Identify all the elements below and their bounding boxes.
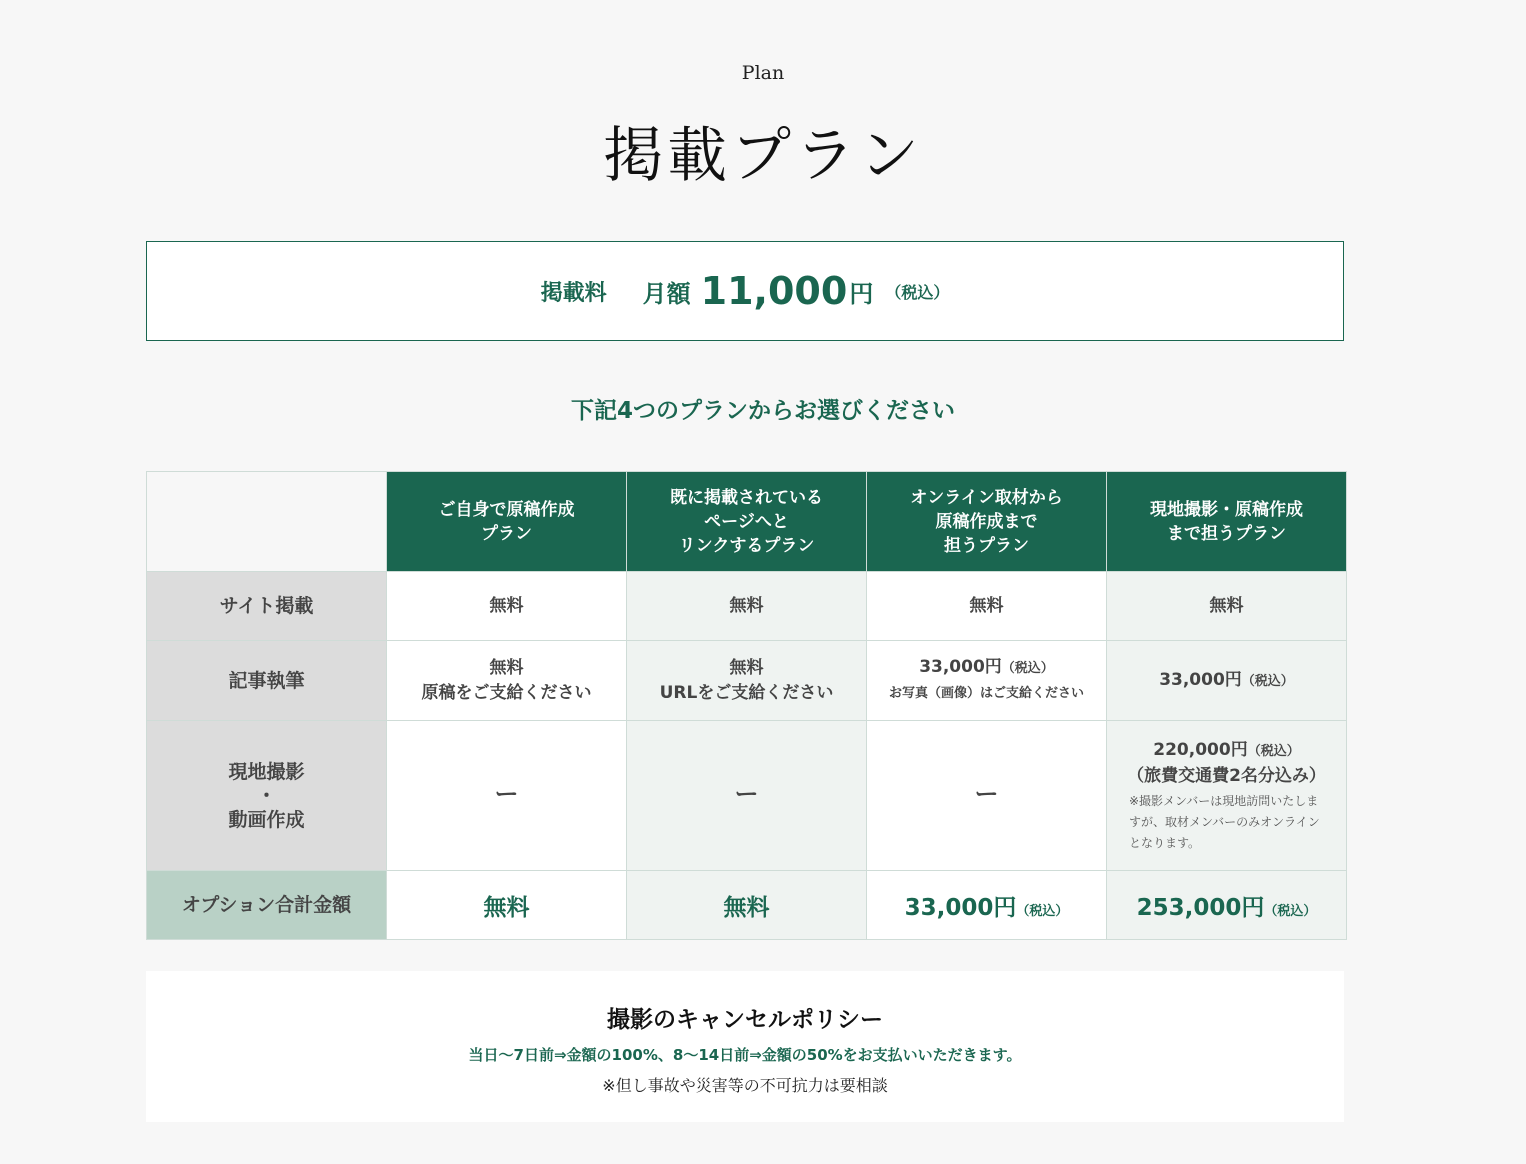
plan-header-line: 原稿作成まで	[935, 511, 1038, 532]
plan-header-line: プラン	[481, 523, 532, 544]
cell-article-2	[627, 641, 867, 721]
plan-header-self	[387, 472, 627, 572]
cancel-policy-box	[146, 971, 1344, 1122]
dash: ー	[734, 779, 759, 808]
price: 253,000円	[1136, 894, 1265, 921]
cell-note: ※撮影メンバーは現地訪問いたしますが、取材メンバーのみオンラインとなります。	[1129, 793, 1320, 850]
cell-article-3	[867, 641, 1107, 721]
fee-label: 掲載料	[540, 280, 607, 306]
cell-sub: （旅費交通費2名分込み）	[1127, 765, 1326, 786]
section-eyebrow: Plan	[741, 62, 785, 84]
cell-site-1: 無料	[387, 572, 627, 641]
page-title: 掲載プラン	[603, 121, 923, 191]
cancel-policy-line: 当日〜7日前⇒金額の100%、8〜14日前⇒金額の50%をお支払いいただきます。	[468, 1046, 1022, 1064]
cell-site-4: 無料	[1107, 572, 1347, 641]
cell-shooting-2	[627, 721, 867, 871]
row-head-line: ・	[256, 784, 276, 807]
cell-site-3: 無料	[867, 572, 1107, 641]
row-article	[147, 641, 1347, 721]
price: 220,000円	[1153, 739, 1248, 760]
cell-sub: お写真（画像）はご支給ください	[888, 686, 1084, 701]
cell-total-3	[867, 871, 1107, 940]
cell-shooting-3	[867, 721, 1107, 871]
cell-shooting-4	[1107, 721, 1347, 871]
row-site	[147, 572, 1347, 641]
plan-header-onsite	[1107, 472, 1347, 572]
cell-total-1: 無料	[387, 871, 627, 940]
plan-header-line: 現地撮影・原稿作成	[1150, 499, 1303, 520]
cancel-policy-note: ※但し事故や災害等の不可抗力は要相談	[602, 1076, 888, 1095]
row-head-shooting	[147, 721, 387, 871]
cell-main: 無料	[489, 657, 524, 678]
cell-article-4	[1107, 641, 1347, 721]
fee-amount: 11,000	[700, 269, 848, 313]
tax-note: （税込）	[1001, 661, 1054, 676]
cell-sub: URLをご支給ください	[659, 682, 834, 703]
price: 33,000円	[919, 657, 1002, 677]
plan-header-line: 既に掲載されている	[670, 487, 823, 508]
cell-total-4	[1107, 871, 1347, 940]
plan-header-line: ご自身で原稿作成	[438, 499, 575, 520]
plan-header-link	[627, 472, 867, 572]
tax-note: （税込）	[1264, 903, 1317, 919]
cell-article-1	[387, 641, 627, 721]
cell-site-2: 無料	[627, 572, 867, 641]
plan-header-line: まで担うプラン	[1167, 523, 1286, 544]
row-head-line: 動画作成	[228, 808, 305, 831]
fee-tax: （税込）	[885, 282, 950, 302]
row-shooting	[147, 721, 1347, 871]
tax-note: （税込）	[1241, 673, 1294, 689]
cancel-policy-title: 撮影のキャンセルポリシー	[607, 1007, 883, 1033]
row-head-site: サイト掲載	[147, 572, 387, 641]
fee-yen: 円	[849, 279, 874, 308]
plan-header-row	[147, 472, 1347, 572]
plan-header-line: 担うプラン	[944, 535, 1029, 556]
price: 33,000円	[1159, 669, 1242, 690]
row-head-total: オプション合計金額	[147, 871, 387, 940]
plan-header-line: ページへと	[704, 511, 789, 532]
table-corner	[147, 472, 387, 572]
plan-table	[146, 471, 1347, 940]
price: 33,000円	[904, 894, 1017, 921]
cell-sub: 原稿をご支給ください	[421, 682, 592, 703]
fee-box	[146, 241, 1344, 341]
fee-monthly: 月額	[642, 279, 691, 308]
plan-header-line: オンライン取材から	[910, 487, 1063, 508]
dash: ー	[494, 779, 519, 808]
tax-note: （税込）	[1247, 743, 1300, 759]
cell-main	[1107, 738, 1346, 764]
row-total	[147, 871, 1347, 940]
cell-shooting-1	[387, 721, 627, 871]
row-head-line: 現地撮影	[228, 760, 305, 783]
plan-subtitle: 下記4つのプランからお選びください	[570, 398, 955, 424]
cell-total-2: 無料	[627, 871, 867, 940]
dash: ー	[974, 779, 999, 808]
plan-header-online	[867, 472, 1107, 572]
plan-header-line: リンクするプラン	[678, 535, 815, 556]
cell-main: 無料	[729, 657, 764, 678]
row-head-article: 記事執筆	[147, 641, 387, 721]
tax-note: （税込）	[1016, 903, 1069, 919]
cell-main	[867, 655, 1106, 681]
